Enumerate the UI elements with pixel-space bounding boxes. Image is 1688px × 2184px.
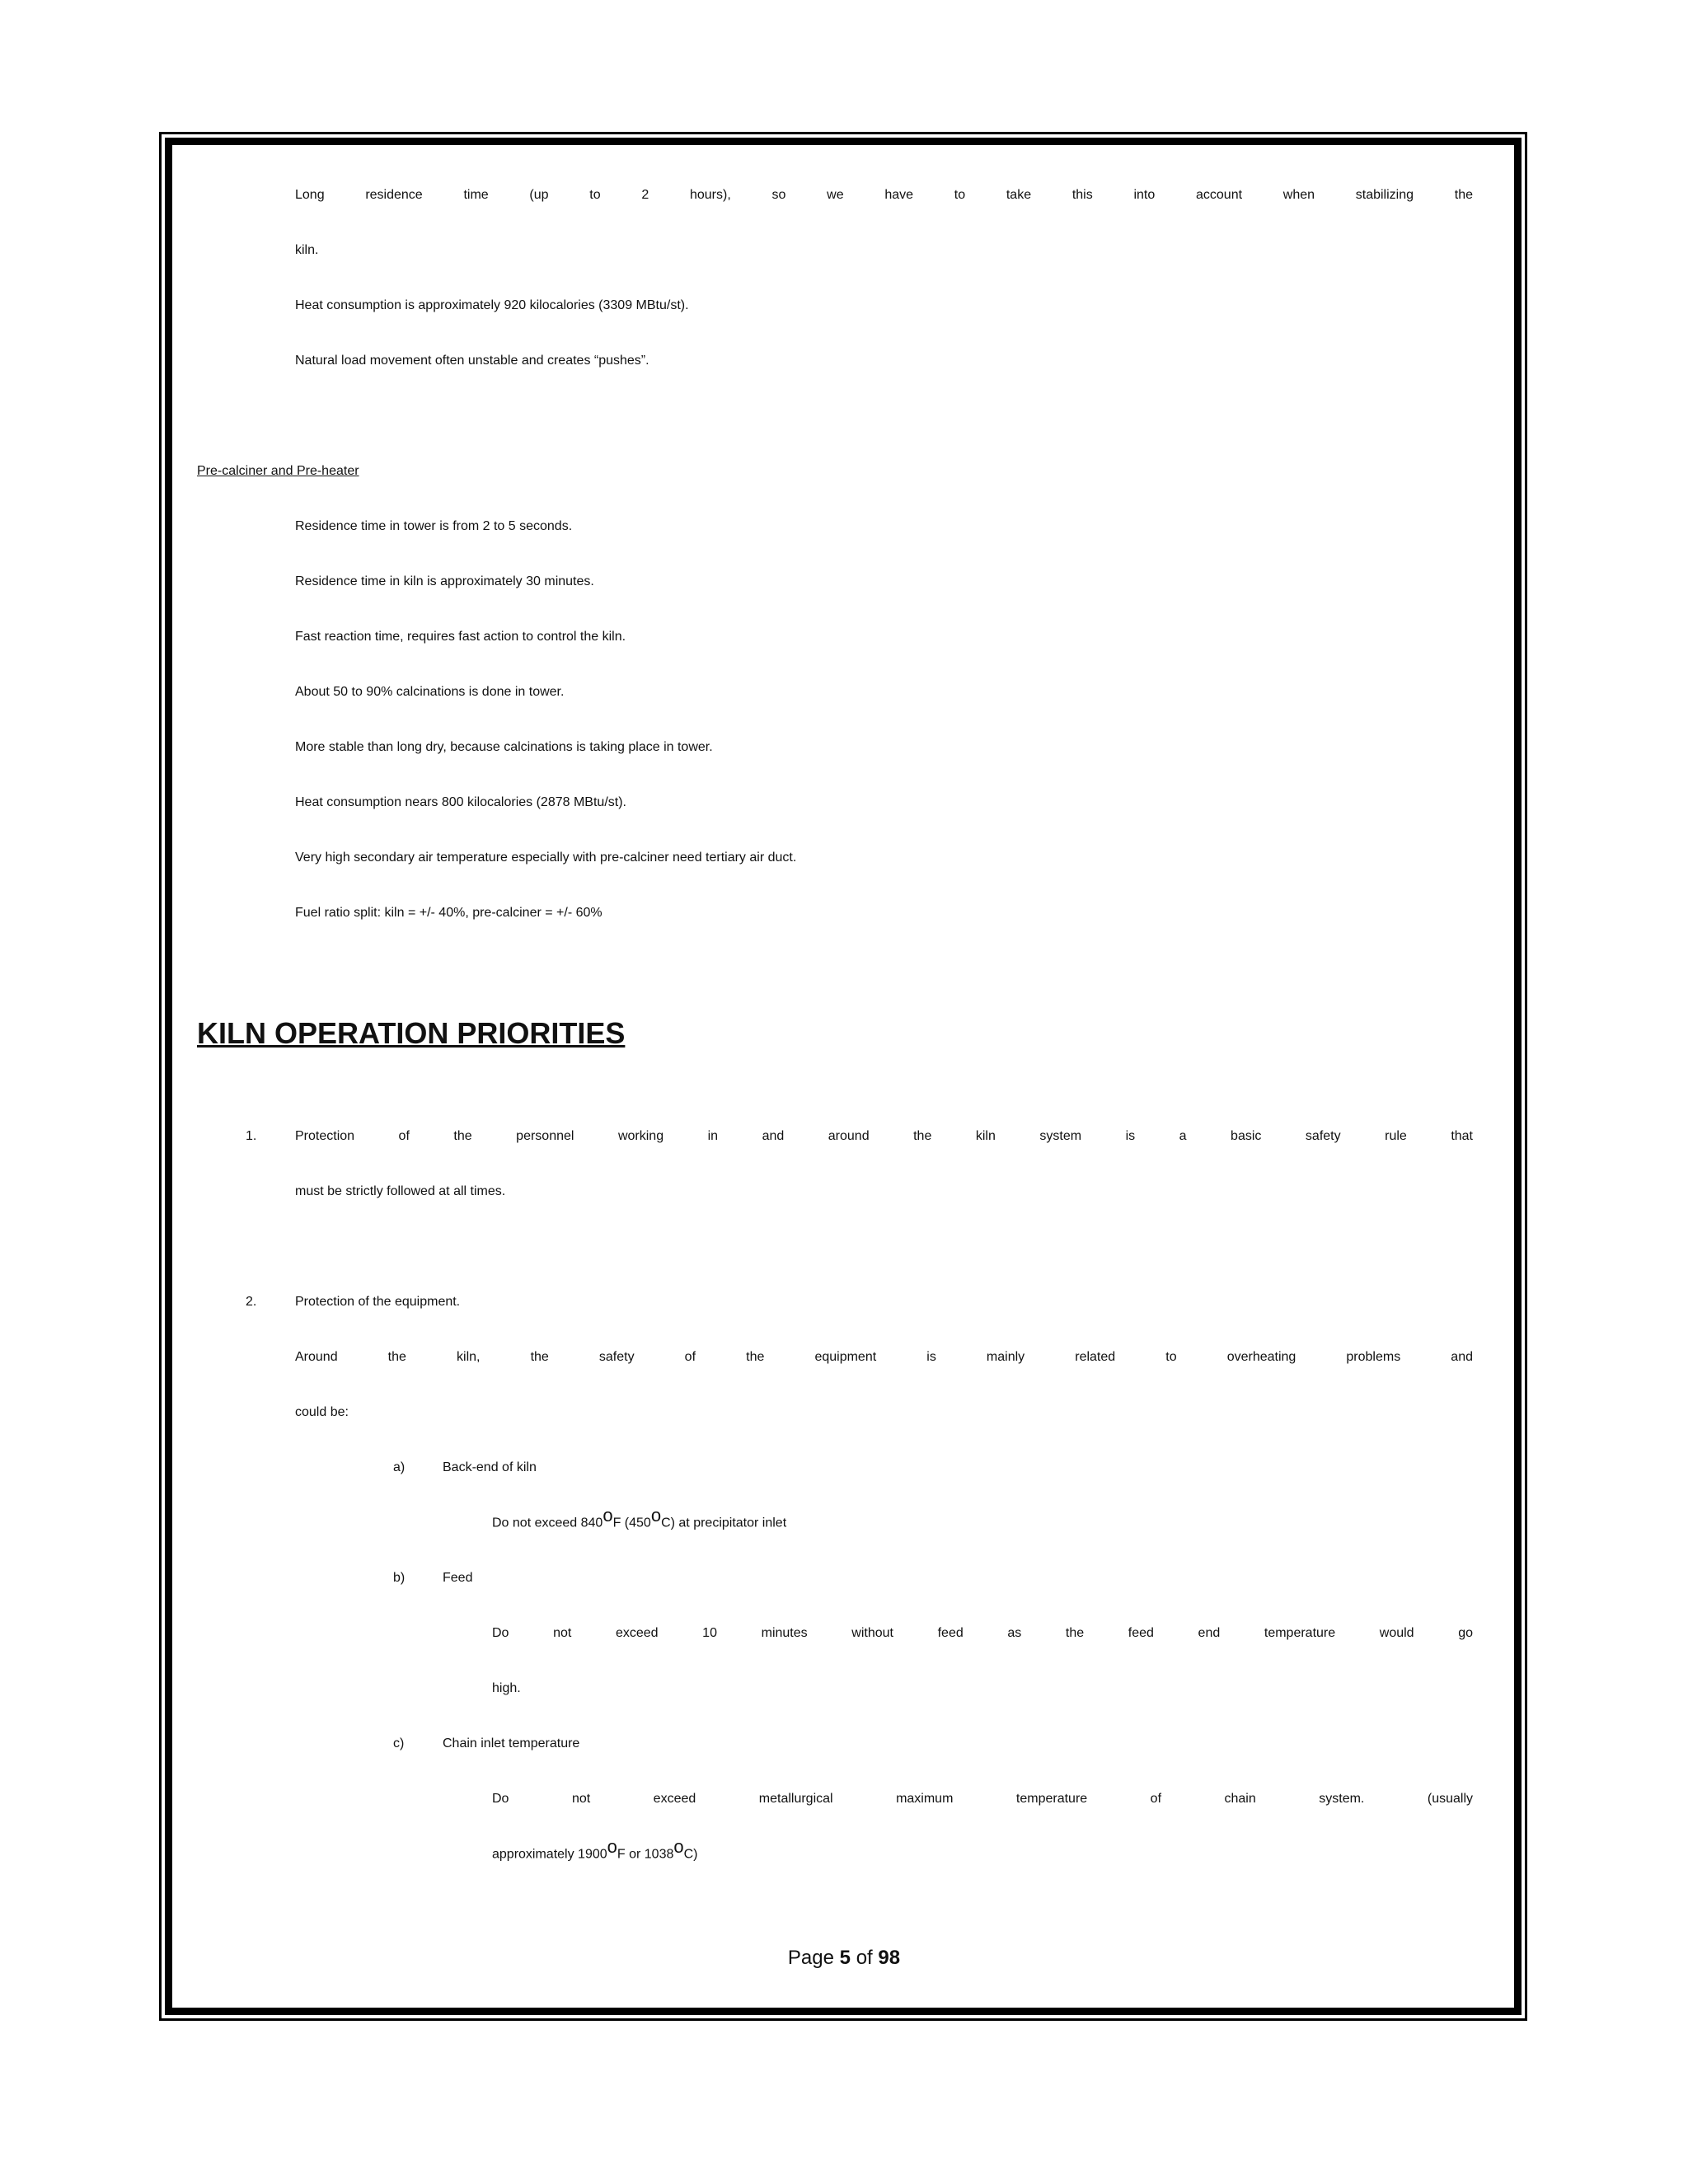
precalciner-heading: Pre-calciner and Pre-heater [197, 464, 359, 478]
priority-2-line-1: Protection of the equipment. [295, 1295, 461, 1309]
intro-line-3: Natural load movement often unstable and creates “pushes”. [295, 354, 649, 368]
sub-item-title: Feed [443, 1571, 473, 1585]
page-total: 98 [878, 1947, 901, 1969]
sub-item-detail: Do not exceed 840$^o$F (450$^o$C) at precipitator inlet [492, 1505, 787, 1530]
sub-item-title: Back-end of kiln [443, 1460, 537, 1474]
sub-item-detail-cont: high. [492, 1681, 521, 1695]
priority-2-line-2: Around the kiln, the safety of the equipment is mainly related to overheating problems and [295, 1350, 1473, 1364]
priority-1-line-2: must be strictly followed at all times. [295, 1184, 506, 1198]
list-number: 2. [246, 1295, 257, 1309]
sub-item-letter: c) [393, 1736, 405, 1750]
sub-item-letter: b) [393, 1571, 406, 1585]
sub-item-letter: a) [393, 1460, 406, 1474]
precalciner-item: More stable than long dry, because calcinations is taking place in tower. [295, 740, 713, 754]
precalciner-item: Heat consumption nears 800 kilocalories (2878 MBtu/st). [295, 795, 626, 809]
priority-2-line-3: could be: [295, 1405, 349, 1419]
page-border-inner [165, 138, 1522, 2015]
precalciner-item: Residence time in tower is from 2 to 5 seconds. [295, 519, 573, 533]
sub-item-detail: Do not exceed metallurgical maximum temperature of chain system. (usually [492, 1792, 1473, 1806]
precalciner-item: Fuel ratio split: kiln = +/- 40%, pre-calciner = +/- 60% [295, 906, 603, 920]
sub-item-title: Chain inlet temperature [443, 1736, 580, 1750]
page-number: 5 [839, 1947, 851, 1969]
priority-1-line-1: Protection of the personnel working in and around the kiln system is a basic safety rule that [295, 1129, 1473, 1143]
precalciner-item: Very high secondary air temperature especially with pre-calciner need tertiary air duct. [295, 851, 797, 865]
priorities-heading: KILN OPERATION PRIORITIES [197, 1016, 626, 1050]
sub-item-detail-cont: approximately 1900$^o$F or 1038$^o$C) [492, 1836, 698, 1862]
precalciner-item: Fast reaction time, requires fast action to control the kiln. [295, 630, 626, 644]
precalciner-item: Residence time in kiln is approximately 30 minutes. [295, 574, 594, 588]
page-of-label: of [856, 1947, 873, 1969]
intro-line-1: Long residence time (up to 2 hours), so we have to take this into account when stabilizing the [295, 188, 1473, 202]
intro-line-1-cont: kiln. [295, 243, 319, 257]
page-label: Page [787, 1947, 834, 1969]
list-number: 1. [246, 1129, 257, 1143]
page-footer [0, 1945, 1688, 1971]
sub-item-detail: Do not exceed 10 minutes without feed as the feed end temperature would go [492, 1626, 1473, 1640]
precalciner-item: About 50 to 90% calcinations is done in tower. [295, 685, 565, 699]
intro-line-2: Heat consumption is approximately 920 kilocalories (3309 MBtu/st). [295, 298, 689, 312]
